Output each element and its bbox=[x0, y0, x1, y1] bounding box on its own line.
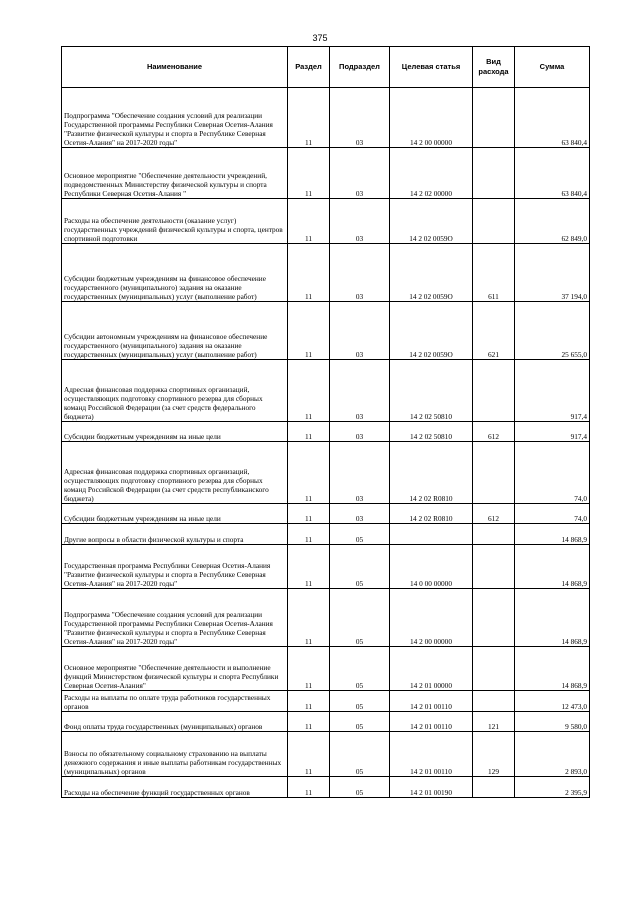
header-name: Наименование bbox=[62, 47, 288, 88]
cell-subsection: 03 bbox=[330, 504, 390, 524]
cell-amount: 25 655,0 bbox=[515, 302, 590, 360]
cell-type: 129 bbox=[473, 732, 515, 777]
table-row bbox=[62, 589, 590, 647]
cell-subsection: 03 bbox=[330, 148, 390, 199]
cell-name: Субсидии бюджетным учреждениям на финансовое обеспечение государственного (муниципального) задания на оказание государственных (муниципальных) услуг (выполнение работ) bbox=[62, 244, 288, 302]
cell-section: 11 bbox=[288, 777, 330, 798]
table-body bbox=[62, 88, 590, 798]
cell-target: 14 2 01 00110 bbox=[390, 732, 473, 777]
table-row bbox=[62, 504, 590, 524]
cell-type: 612 bbox=[473, 504, 515, 524]
cell-section: 11 bbox=[288, 422, 330, 442]
cell-amount: 12 473,0 bbox=[515, 691, 590, 712]
cell-name: Адресная финансовая поддержка спортивных организаций, осуществляющих подготовку спортивного резерва для сборных команд Российской Федерации (за счет средств федерального бюджета) bbox=[62, 360, 288, 422]
cell-subsection: 05 bbox=[330, 647, 390, 691]
header-section: Раздел bbox=[288, 47, 330, 88]
cell-subsection: 05 bbox=[330, 545, 390, 589]
cell-subsection: 03 bbox=[330, 360, 390, 422]
cell-amount: 917,4 bbox=[515, 360, 590, 422]
cell-target: 14 2 02 R0810 bbox=[390, 442, 473, 504]
cell-type bbox=[473, 777, 515, 798]
cell-amount: 14 868,9 bbox=[515, 545, 590, 589]
cell-name: Подпрограмма "Обеспечение создания условий для реализации Государственной программы Республики Северная Осетия-Алания "Развитие физической культуры и спорта в Республике Северная Осетия-Алания" на 2017-2020 годы" bbox=[62, 88, 288, 148]
cell-amount: 37 194,0 bbox=[515, 244, 590, 302]
cell-target: 14 2 01 00110 bbox=[390, 691, 473, 712]
cell-subsection: 03 bbox=[330, 88, 390, 148]
table-row bbox=[62, 244, 590, 302]
cell-section: 11 bbox=[288, 712, 330, 732]
cell-subsection: 05 bbox=[330, 712, 390, 732]
budget-table bbox=[61, 46, 590, 798]
cell-target: 14 2 01 00110 bbox=[390, 712, 473, 732]
cell-subsection: 03 bbox=[330, 422, 390, 442]
cell-target: 14 2 00 00000 bbox=[390, 88, 473, 148]
cell-amount: 74,0 bbox=[515, 442, 590, 504]
cell-subsection: 05 bbox=[330, 589, 390, 647]
cell-amount: 74,0 bbox=[515, 504, 590, 524]
cell-subsection: 03 bbox=[330, 244, 390, 302]
table-row bbox=[62, 777, 590, 798]
cell-name: Взносы по обязательному социальному страхованию на выплаты денежного содержания и иные выплаты работникам государственных (муниципальных) органов bbox=[62, 732, 288, 777]
cell-type bbox=[473, 589, 515, 647]
cell-type: 621 bbox=[473, 302, 515, 360]
cell-target: 14 2 01 00190 bbox=[390, 777, 473, 798]
cell-name: Другие вопросы в области физической культуры и спорта bbox=[62, 524, 288, 545]
cell-type: 611 bbox=[473, 244, 515, 302]
cell-amount: 14 868,9 bbox=[515, 589, 590, 647]
cell-name: Расходы на выплаты по оплате труда работников государственных органов bbox=[62, 691, 288, 712]
cell-amount: 63 840,4 bbox=[515, 148, 590, 199]
cell-subsection: 05 bbox=[330, 732, 390, 777]
header-expense-type: Вид расхода bbox=[473, 47, 515, 88]
cell-subsection: 03 bbox=[330, 442, 390, 504]
cell-subsection: 05 bbox=[330, 524, 390, 545]
cell-type: 121 bbox=[473, 712, 515, 732]
cell-type bbox=[473, 442, 515, 504]
header-target: Целевая статья bbox=[390, 47, 473, 88]
cell-amount: 14 868,9 bbox=[515, 524, 590, 545]
table-row bbox=[62, 732, 590, 777]
cell-amount: 2 395,9 bbox=[515, 777, 590, 798]
cell-subsection: 03 bbox=[330, 199, 390, 244]
cell-subsection: 05 bbox=[330, 777, 390, 798]
cell-section: 11 bbox=[288, 88, 330, 148]
cell-amount: 62 849,0 bbox=[515, 199, 590, 244]
cell-name: Основное мероприятие "Обеспечение деятельности и выполнение функций Министерством физической культуры и спорта Республики Северная Осетия-Алания" bbox=[62, 647, 288, 691]
table-row bbox=[62, 148, 590, 199]
cell-target: 14 0 00 00000 bbox=[390, 545, 473, 589]
table-row bbox=[62, 545, 590, 589]
cell-type: 612 bbox=[473, 422, 515, 442]
cell-type bbox=[473, 360, 515, 422]
header-subsection: Подраздел bbox=[330, 47, 390, 88]
cell-name: Субсидии автономным учреждениям на финансовое обеспечение государственного (муниципального) задания на оказание государственных (муниципальных) услуг (выполнение работ) bbox=[62, 302, 288, 360]
table-row bbox=[62, 302, 590, 360]
header-amount: Сумма bbox=[515, 47, 590, 88]
table-row bbox=[62, 442, 590, 504]
table-row bbox=[62, 524, 590, 545]
cell-target: 14 2 02 50810 bbox=[390, 360, 473, 422]
cell-type bbox=[473, 691, 515, 712]
cell-target: 14 2 02 0059О bbox=[390, 244, 473, 302]
cell-type bbox=[473, 148, 515, 199]
cell-section: 11 bbox=[288, 504, 330, 524]
page-number: 375 bbox=[312, 33, 328, 43]
table-row bbox=[62, 691, 590, 712]
cell-section: 11 bbox=[288, 732, 330, 777]
cell-amount: 917,4 bbox=[515, 422, 590, 442]
cell-target: 14 2 02 00000 bbox=[390, 148, 473, 199]
table-row bbox=[62, 712, 590, 732]
cell-amount: 9 580,0 bbox=[515, 712, 590, 732]
cell-target: 14 2 02 R0810 bbox=[390, 504, 473, 524]
cell-type bbox=[473, 199, 515, 244]
cell-amount: 2 893,0 bbox=[515, 732, 590, 777]
cell-amount: 63 840,4 bbox=[515, 88, 590, 148]
cell-section: 11 bbox=[288, 148, 330, 199]
table-row bbox=[62, 360, 590, 422]
cell-subsection: 05 bbox=[330, 691, 390, 712]
cell-section: 11 bbox=[288, 442, 330, 504]
cell-section: 11 bbox=[288, 545, 330, 589]
cell-target: 14 2 02 0059О bbox=[390, 302, 473, 360]
cell-name: Расходы на обеспечение функций государственных органов bbox=[62, 777, 288, 798]
cell-section: 11 bbox=[288, 302, 330, 360]
table-header-row bbox=[62, 47, 590, 88]
cell-section: 11 bbox=[288, 524, 330, 545]
cell-target: 14 2 01 00000 bbox=[390, 647, 473, 691]
cell-name: Государственная программа Республики Северная Осетия-Алания "Развитие физической культуры и спорта в Республике Северная Осетия-Алания" на 2017-2020 годы" bbox=[62, 545, 288, 589]
cell-amount: 14 868,9 bbox=[515, 647, 590, 691]
table-row bbox=[62, 647, 590, 691]
cell-section: 11 bbox=[288, 360, 330, 422]
cell-name: Подпрограмма "Обеспечение создания условий для реализации Государственной программы Республики Северная Осетия-Алания "Развитие физической культуры и спорта в Республике Северная Осетия-Алания" на 2017-2020 годы" bbox=[62, 589, 288, 647]
cell-target: 14 2 00 00000 bbox=[390, 589, 473, 647]
cell-type bbox=[473, 88, 515, 148]
cell-type bbox=[473, 545, 515, 589]
cell-section: 11 bbox=[288, 244, 330, 302]
cell-section: 11 bbox=[288, 691, 330, 712]
cell-name: Субсидии бюджетным учреждениям на иные цели bbox=[62, 422, 288, 442]
cell-type bbox=[473, 647, 515, 691]
cell-name: Субсидии бюджетным учреждениям на иные цели bbox=[62, 504, 288, 524]
cell-subsection: 03 bbox=[330, 302, 390, 360]
cell-type bbox=[473, 524, 515, 545]
table-row bbox=[62, 199, 590, 244]
cell-name: Расходы на обеспечение деятельности (оказание услуг) государственных учреждений физической культуры и спорта, центров спортивной подготовки bbox=[62, 199, 288, 244]
table-row bbox=[62, 88, 590, 148]
cell-name: Фонд оплаты труда государственных (муниципальных) органов bbox=[62, 712, 288, 732]
table-row bbox=[62, 422, 590, 442]
cell-section: 11 bbox=[288, 647, 330, 691]
cell-name: Адресная финансовая поддержка спортивных организаций, осуществляющих подготовку спортивного резерва для сборных команд Российской Федерации (за счет средств республиканского бюджета) bbox=[62, 442, 288, 504]
cell-target: 14 2 02 0059О bbox=[390, 199, 473, 244]
cell-section: 11 bbox=[288, 199, 330, 244]
cell-target bbox=[390, 524, 473, 545]
cell-target: 14 2 02 50810 bbox=[390, 422, 473, 442]
cell-name: Основное мероприятие "Обеспечение деятельности учреждений, подведомственных Министерству физической культуры и спорта Республики Северная Осетия-Алания " bbox=[62, 148, 288, 199]
cell-section: 11 bbox=[288, 589, 330, 647]
